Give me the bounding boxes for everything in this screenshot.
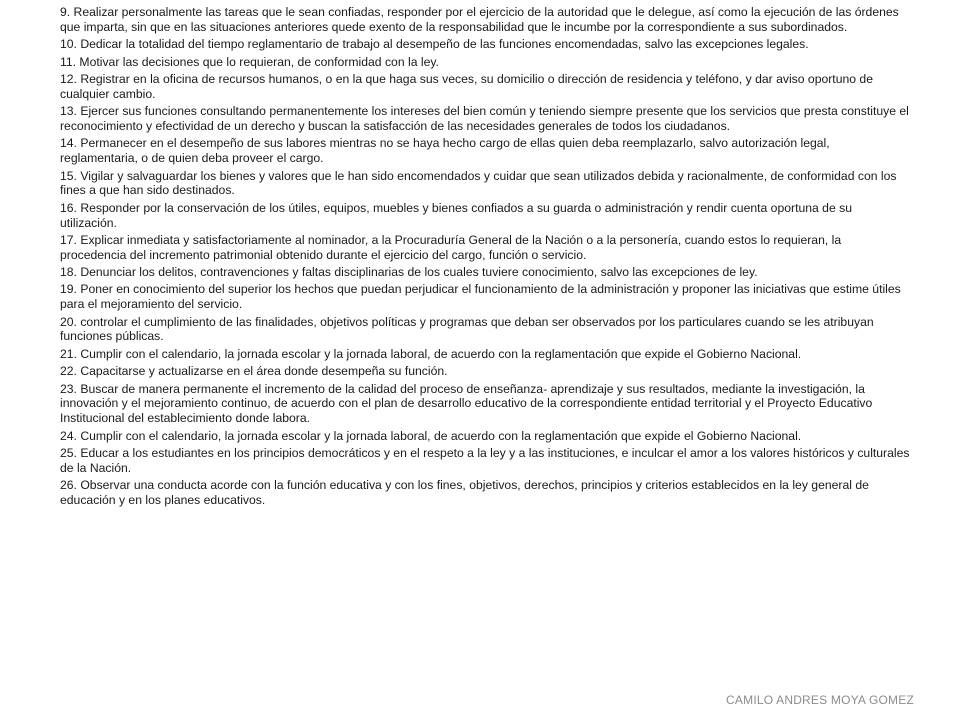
footer-author: CAMILO ANDRES MOYA GOMEZ xyxy=(726,693,914,707)
list-item: 19. Poner en conocimiento del superior los hechos que puedan perjudicar el funcionamiento de la administración y proponer las iniciativas que estime útiles para el mejoramiento del servicio. xyxy=(60,282,901,312)
list-item: 15. Vigilar y salvaguardar los bienes y valores que le han sido encomendados y cuidar que sean utilizados debida y racionalmente, de conformidad con los fines a que han sido destinados. xyxy=(60,168,897,198)
list-item: 11. Motivar las decisiones que lo requieran, de conformidad con la ley. xyxy=(60,54,439,69)
list-item: 21. Cumplir con el calendario, la jornada escolar y la jornada laboral, de acuerdo con la reglamentación que expide el Gobierno Nacional. xyxy=(60,346,802,361)
list-item: 18. Denunciar los delitos, contravenciones y faltas disciplinarias de los cuales tuviere conocimiento, salvo las excepciones de ley. xyxy=(60,265,758,280)
list-item: 14. Permanecer en el desempeño de sus labores mientras no se haya hecho cargo de ellas quien deba reemplazarlo, salvo autorización legal, reglamentaria, o de quien deba proveer el cargo. xyxy=(60,136,830,166)
list-item: 17. Explicar inmediata y satisfactoriamente al nominador, a la Procuraduría General de la Nación o a la personería, cuando estos lo requieran, la procedencia del incremento patrimonial obtenido durante el ejercicio del cargo, función o servicio. xyxy=(60,232,842,262)
list-item: 13. Ejercer sus funciones consultando permanentemente los intereses del bien común y teniendo siempre presente que los servicios que presta constituye el reconocimiento y efectividad de un derecho y buscan la satisfacción de las necesidades generales de todos los ciudadanos. xyxy=(60,104,909,133)
list-item: 12. Registrar en la oficina de recursos humanos, o en la que haga sus veces, su domicilio o dirección de residencia y teléfono, y dar aviso oportuno de cualquier cambio. xyxy=(60,71,873,101)
list-item: 26. Observar una conducta acorde con la función educativa y con los fines, objetivos, derechos, principios y criterios establecidos en la ley general de educación y en los planes educativos. xyxy=(60,478,869,507)
list-item: 25. Educar a los estudiantes en los principios democráticos y en el respeto a la ley y a las instituciones, e inculcar el amor a los valores históricos y culturales de la Nación. xyxy=(60,446,910,475)
list-item: 16. Responder por la conservación de los útiles, equipos, muebles y bienes confiados a su guarda o administración y rendir cuenta oportuna de su utilización. xyxy=(60,200,852,230)
list-item: 10. Dedicar la totalidad del tiempo reglamentario de trabajo al desempeño de las funciones encomendadas, salvo las excepciones legales. xyxy=(60,37,809,52)
list-item: 9. Realizar personalmente las tareas que le sean confiadas, responder por el ejercicio de la autoridad que le delegue, así como la ejecución de las órdenes que imparta, sin que en las situaciones anteriores quede exento de la responsabilidad que le incumbe por la correspondiente a sus subordinados. xyxy=(60,5,899,34)
duties-list xyxy=(60,5,910,510)
list-item: 24. Cumplir con el calendario, la jornada escolar y la jornada laboral, de acuerdo con la reglamentación que expide el Gobierno Nacional. xyxy=(60,428,802,443)
list-item: 20. controlar el cumplimiento de las finalidades, objetivos políticas y programas que deban ser observados por los particulares cuando se les atribuyan funciones públicas. xyxy=(60,314,874,344)
list-item: 23. Buscar de manera permanente el incremento de la calidad del proceso de enseñanza- aprendizaje y sus resultados, mediante la investigación, la innovación y el mejoramiento continuo, de acuerdo con el plan de desarrollo educativo de la correspondiente entidad territorial y el Proyecto Educativo Institucional del establecimiento donde labora. xyxy=(60,381,873,426)
list-item: 22. Capacitarse y actualizarse en el área donde desempeña su función. xyxy=(60,364,448,379)
